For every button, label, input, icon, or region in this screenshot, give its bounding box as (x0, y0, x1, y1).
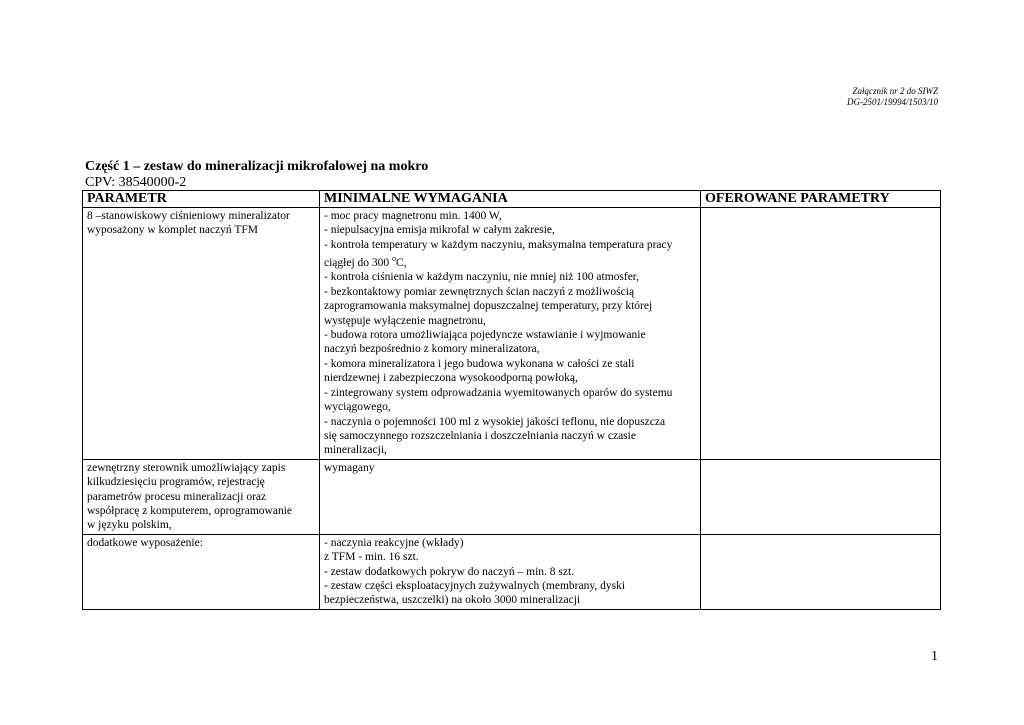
cell-line: - budowa rotora umożliwiająca pojedyncze wstawianie i wyjmowanie (324, 329, 646, 342)
temperature-text: ciągłej do 300 (324, 257, 390, 270)
cell-parametr (83, 534, 320, 609)
cell-line: współpracę z komputerem, oprogramowanie (87, 504, 293, 517)
cell-line: się samoczynnego rozszczelniania i doszczelniania naczyń w czasie (324, 429, 636, 442)
cell-line: parametrów procesu mineralizacji oraz (87, 490, 267, 503)
table-header-row (83, 191, 941, 208)
table-row (83, 208, 941, 460)
degree-superscript: o (392, 254, 397, 264)
cell-line: - kontrola ciśnienia w każdym naczyniu, nie mniej niż 100 atmosfer, (324, 271, 640, 284)
cell-line: - bezkontaktowy pomiar zewnętrznych ścian naczyń z możliwością (324, 285, 635, 298)
cell-line: kilkudziesięciu programów, rejestrację (87, 476, 265, 489)
cell-line: mineralizacji, (324, 444, 387, 457)
cell-wymagania (320, 459, 701, 534)
cell-line: - naczynia o pojemności 100 ml z wysokiej jakości teflonu, nie dopuszcza (324, 415, 666, 428)
cell-oferowane[interactable] (701, 459, 941, 534)
cell-line: - kontrola temperatury w każdym naczyniu, maksymalna temperatura pracy (324, 238, 673, 251)
cell-line: w języku polskim, (87, 519, 172, 532)
cell-oferowane[interactable] (701, 534, 941, 609)
header-minimalne-wymagania: MINIMALNE WYMAGANIA (320, 191, 701, 208)
annex-reference (847, 86, 938, 108)
cell-line: - zestaw dodatkowych pokryw do naczyń – min. 8 szt. (324, 565, 575, 578)
cell-line: nierdzewnej i zabezpieczona wysokoodporną powłoką, (324, 372, 578, 385)
cell-line: wyciągowego, (324, 401, 391, 414)
cell-wymagania (320, 534, 701, 609)
cell-line: wyposażony w komplet naczyń TFM (87, 224, 258, 237)
cell-line: naczyń bezpośrednio z komory mineralizatora, (324, 343, 540, 356)
temperature-unit: C, (396, 257, 407, 270)
cell-line: dodatkowe wyposażenie: (87, 536, 203, 549)
cell-line: z TFM - min. 16 szt. (324, 551, 419, 564)
specification-table (82, 190, 941, 610)
cell-line: wymagany (324, 461, 375, 474)
table-row (83, 459, 941, 534)
annex-line-1: Załącznik nr 2 do SIWZ (852, 86, 938, 96)
cell-wymagania (320, 208, 701, 460)
cell-line: bezpieczeństwa, uszczelki) na około 3000 mineralizacji (324, 594, 581, 607)
cell-line: - zestaw części eksploatacyjnych zużywalnych (membrany, dyski (324, 579, 626, 592)
cell-parametr (83, 208, 320, 460)
cell-line: - niepulsacyjna emisja mikrofal w całym zakresie, (324, 224, 555, 237)
temperature-line (324, 252, 696, 270)
annex-line-2: DG-2501/19994/1503/10 (847, 97, 938, 107)
cpv-code: CPV: 38540000-2 (85, 175, 187, 190)
page-number: 1 (931, 649, 938, 664)
cell-line: - moc pracy magnetronu min. 1400 W, (324, 210, 502, 222)
cell-line: zewnętrzny sterownik umożliwiający zapis (87, 461, 286, 474)
table-row (83, 534, 941, 609)
cell-line: - naczynia reakcyjne (wkłady) (324, 536, 464, 549)
cell-line: 8 –stanowiskowy ciśnieniowy mineralizator (87, 210, 290, 222)
header-parametr: PARAMETR (83, 191, 320, 208)
cell-line: - komora mineralizatora i jego budowa wykonana w całości ze stali (324, 357, 635, 370)
header-oferowane-parametry: OFEROWANE PARAMETRY (701, 191, 941, 208)
part-title: Część 1 – zestaw do mineralizacji mikrofalowej na mokro (85, 159, 429, 174)
cell-line: występuje wyłączenie magnetronu, (324, 314, 486, 327)
cell-parametr (83, 459, 320, 534)
cell-line: zaprogramowania maksymalnej dopuszczalnej temperatury, przy której (324, 300, 653, 313)
cell-oferowane[interactable] (701, 208, 941, 460)
cell-line: - zintegrowany system odprowadzania wyemitowanych oparów do systemu (324, 386, 673, 399)
